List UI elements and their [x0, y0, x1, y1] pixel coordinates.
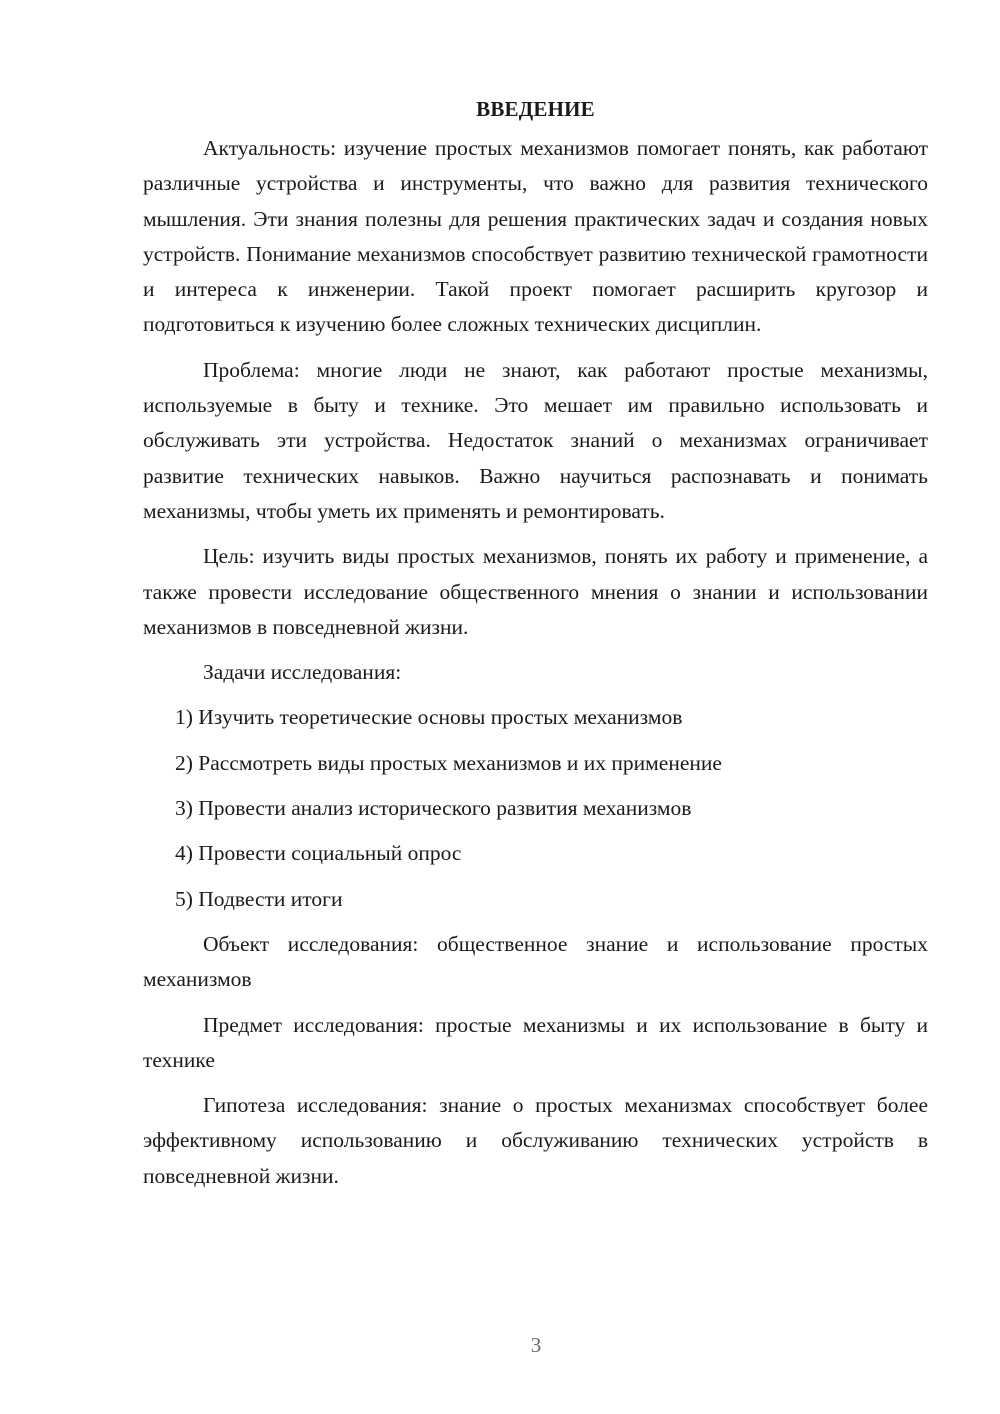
- list-item: 4) Провести социальный опрос: [175, 841, 462, 866]
- list-item: 3) Провести анализ исторического развития механизмов: [175, 796, 692, 821]
- tasks-list: [143, 700, 928, 916]
- paragraph-relevance: Актуальность: изучение простых механизмов помогает понять, как работают различные устройства и инструменты, что важно для развития технического мышления. Эти знания полезны для решения практических задач и создания новых устройств. Понимание механизмов способствует развитию технической грамотности и интереса к инженерии. Такой проект помогает расширить кругозор и подготовиться к изучению более сложных технических дисциплин.: [143, 136, 928, 337]
- page-title: ВВЕДЕНИЕ: [476, 97, 595, 121]
- document-page: [143, 92, 928, 1204]
- paragraph-problem: Проблема: многие люди не знают, как работают простые механизмы, используемые в быту и технике. Это мешает им правильно использовать и обслуживать эти устройства. Недостаток знаний о механизмах ограничивает развитие технических навыков. Важно научиться распознавать и понимать механизмы, чтобы уметь их применять и ремонтировать.: [143, 357, 928, 523]
- paragraph-object: Объект исследования: общественное знание и использование простых механизмов: [143, 931, 928, 992]
- paragraph-hypothesis: Гипотеза исследования: знание о простых механизмах способствует более эффективному использованию и обслуживанию технических устройств в повседневной жизни.: [143, 1093, 928, 1188]
- list-item: 2) Рассмотреть виды простых механизмов и их применение: [175, 750, 722, 775]
- page-number: 3: [530, 1333, 542, 1357]
- paragraph-goal: Цель: изучить виды простых механизмов, понять их работу и применение, а также провести исследование общественного мнения о знании и использовании механизмов в повседневной жизни.: [143, 544, 928, 639]
- paragraph-subject: Предмет исследования: простые механизмы и их использование в быту и технике: [143, 1012, 928, 1072]
- tasks-heading: Задачи исследования:: [203, 660, 402, 685]
- list-item: 1) Изучить теоретические основы простых механизмов: [175, 705, 683, 730]
- list-item: 5) Подвести итоги: [175, 886, 343, 911]
